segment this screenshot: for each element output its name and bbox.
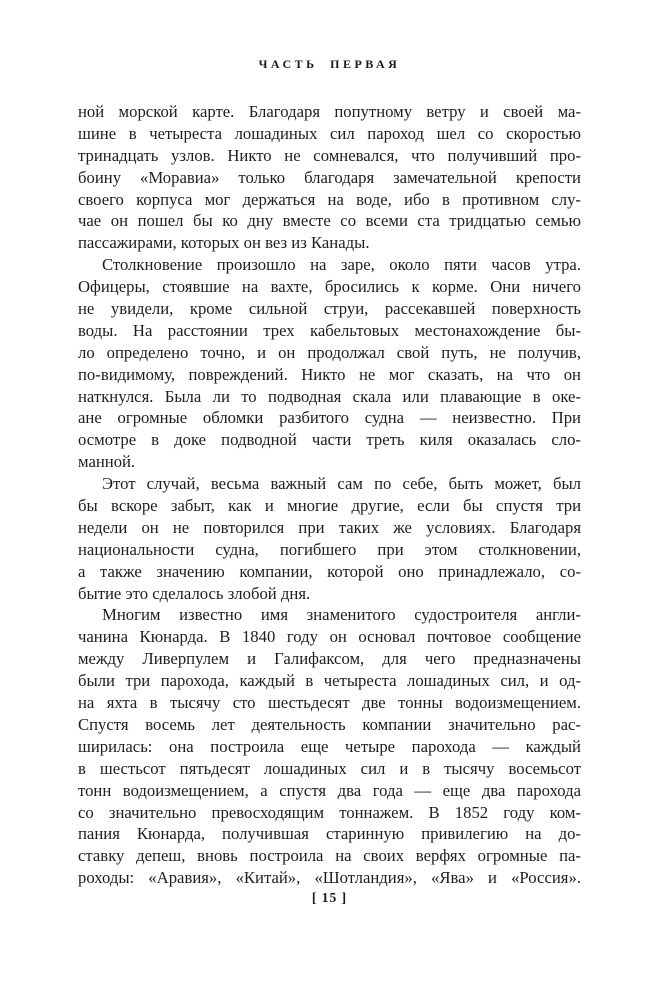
text-line: между Ливерпулем и Галифаксом, для чего предназначены bbox=[78, 649, 581, 669]
text-line: тринадцать узлов. Никто не сомневался, что получивший про- bbox=[78, 145, 581, 165]
running-header: ЧАСТЬ ПЕРВАЯ bbox=[258, 57, 401, 71]
text-line: не увидели, кроме сильной струи, рассекавшей поверхность bbox=[78, 299, 581, 319]
text-line: по-видимому, повреждений. Никто не мог сказать, на что он bbox=[78, 364, 581, 384]
text-line: ставку депеш, вновь построила на своих верфях огромные па- bbox=[78, 846, 581, 866]
text-line: пания Кюнарда, получившая старинную привилегию на до- bbox=[78, 824, 581, 844]
text-line: на яхта в тысячу сто шестьдесят две тонны водоизмещением. bbox=[78, 693, 581, 713]
text-line: а также значению компании, которой оно принадлежало, со- bbox=[78, 561, 581, 581]
text-line: национальности судна, погибшего при этом столкновении, bbox=[78, 539, 581, 559]
text-body bbox=[78, 101, 581, 889]
text-line: Столкновение произошло на заре, около пяти часов утра. bbox=[102, 255, 581, 275]
text-line: Многим известно имя знаменитого судостроителя англи- bbox=[102, 605, 581, 625]
text-line: ане огромные обломки разбитого судна — неизвестно. При bbox=[78, 408, 581, 428]
text-line: Этот случай, весьма важный сам по себе, быть может, был bbox=[102, 474, 581, 494]
text-line: со значительно превосходящим тоннажем. В 1852 году ком- bbox=[78, 802, 581, 822]
text-line: ной морской карте. Благодаря попутному ветру и своей ма- bbox=[78, 102, 581, 121]
text-line: Офицеры, стоявшие на вахте, бросились к корме. Они ничего bbox=[78, 277, 581, 297]
text-line: чанина Кюнарда. В 1840 году он основал почтовое сообщение bbox=[78, 627, 581, 647]
text-line: пассажирами, которых он вез из Канады. bbox=[78, 233, 370, 253]
text-line: ширилась: она построила еще четыре парохода — каждый bbox=[78, 736, 581, 756]
page-number: [ 15 ] bbox=[311, 890, 348, 905]
text-line: недели он не повторился при таких же условиях. Благодаря bbox=[78, 517, 581, 537]
text-line: чае он пошел бы ко дну вместе со всеми ста тридцатью семью bbox=[78, 211, 581, 231]
text-line: в шестьсот пятьдесят лошадиных сил и в тысячу восемьсот bbox=[78, 758, 581, 778]
text-line: бы вскоре забыт, как и многие другие, если бы спустя три bbox=[78, 496, 581, 516]
text-line: воды. На расстоянии трех кабельтовых местонахождение бы- bbox=[78, 320, 581, 340]
text-line: наткнулся. Была ли то подводная скала или плавающие в оке- bbox=[78, 386, 581, 406]
text-line: своего корпуса мог держаться на воде, ибо в противном слу- bbox=[78, 189, 581, 209]
text-line: шине в четыреста лошадиных сил пароход шел со скоростью bbox=[78, 123, 581, 143]
text-line: бытие это сделалось злобой дня. bbox=[78, 583, 311, 603]
text-line: Спустя восемь лет деятельность компании значительно рас- bbox=[78, 714, 581, 734]
text-line: ло определено точно, и он продолжал свой путь, не получив, bbox=[78, 342, 581, 362]
text-line: тонн водоизмещением, а спустя два года — еще два парохода bbox=[78, 780, 581, 800]
text-line: боину «Моравиа» только благодаря замечательной крепости bbox=[78, 167, 581, 187]
text-line: осмотре в доке подводной части треть киля оказалась сло- bbox=[78, 430, 581, 450]
text-line: роходы: «Аравия», «Китай», «Шотландия», «Ява» и «Россия». bbox=[78, 868, 581, 888]
text-line: были три парохода, каждый в четыреста лошадиных сил, и од- bbox=[78, 671, 581, 691]
text-line: манной. bbox=[78, 452, 136, 472]
